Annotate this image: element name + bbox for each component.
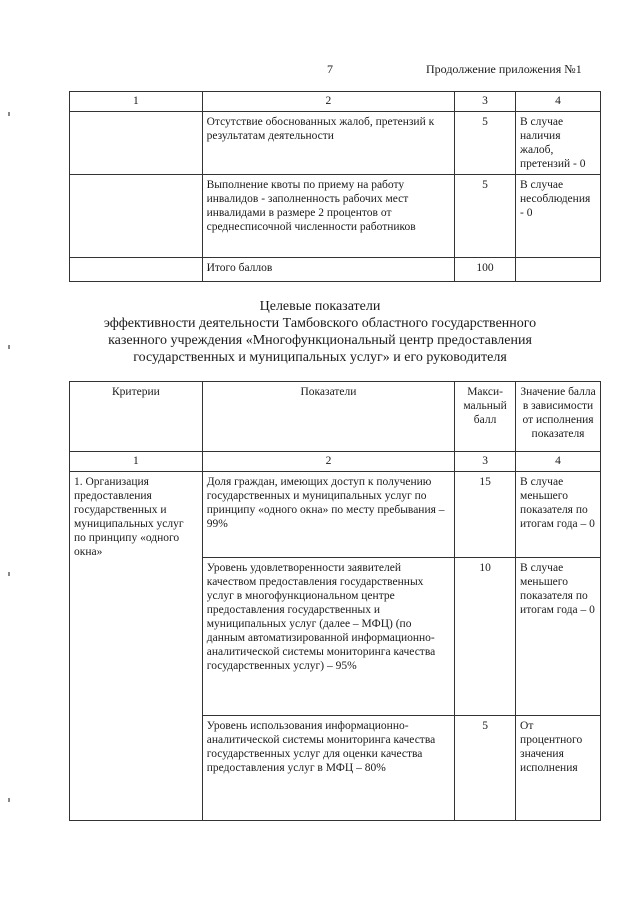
value-cell: В случае наличия жалоб, претензий - 0 [516, 112, 601, 175]
table-row-total [70, 258, 601, 282]
column-number: 4 [516, 452, 601, 472]
indicator-cell: Выполнение квоты по приему на работу инвалидов - заполненность рабочих мест инвалидами в размере 2 процентов от среднесписочной численности работников [202, 175, 454, 258]
column-number: 2 [202, 92, 454, 112]
score-cell: 5 [455, 716, 516, 821]
total-score: 100 [455, 258, 516, 282]
margin-mark [8, 572, 10, 576]
page-number: 7 [327, 62, 333, 76]
column-number: 4 [516, 92, 601, 112]
header-score-value: Значение балла в зависимости от исполнения показателя [516, 382, 601, 452]
section-title-line: эффективности деятельности Тамбовского областного государственного [103, 316, 537, 331]
header-criteria: Критерии [70, 382, 203, 452]
value-cell: В случае меньшего показателя по итогам года – 0 [516, 558, 601, 716]
header-indicators: Показатели [202, 382, 454, 452]
column-number: 1 [70, 92, 203, 112]
value-cell: В случае несоблюдения - 0 [516, 175, 601, 258]
table-row [70, 112, 601, 175]
criterion-cell [70, 258, 203, 282]
margin-mark [8, 798, 10, 802]
table-row [70, 175, 601, 258]
column-number-row [70, 452, 601, 472]
continuation-table [69, 91, 601, 282]
section-title-line: казенного учреждения «Многофункциональный центр предоставления [108, 333, 532, 348]
column-number: 3 [455, 452, 516, 472]
section-title-line: государственных и муниципальных услуг» и его руководителя [133, 350, 507, 365]
section-title-line: Целевые показатели [259, 299, 381, 314]
column-number: 3 [455, 92, 516, 112]
score-cell: 5 [455, 175, 516, 258]
score-cell: 10 [455, 558, 516, 716]
column-number-row [70, 92, 601, 112]
value-cell: От процентного значения исполнения [516, 716, 601, 821]
indicator-cell: Уровень удовлетворенности заявителей качеством предоставления государственных услуг в многофункциональном центре предоставления государственных и муниципальных услуг (далее – МФЦ) (по данным автоматизированной информационно-аналитической системы мониторинга качества государственных услуг) – 95% [202, 558, 454, 716]
indicator-cell: Доля граждан, имеющих доступ к получению государственных и муниципальных услуг по принципу «одного окна» по месту пребывания – 99% [202, 472, 454, 558]
score-cell: 5 [455, 112, 516, 175]
total-label: Итого баллов [202, 258, 454, 282]
criterion-cell [70, 175, 203, 258]
indicator-cell: Отсутствие обоснованных жалоб, претензий к результатам деятельности [202, 112, 454, 175]
appendix-continuation-note: Продолжение приложения №1 [426, 62, 582, 76]
target-indicators-table [69, 381, 601, 821]
value-cell: В случае меньшего показателя по итогам года – 0 [516, 472, 601, 558]
column-number: 2 [202, 452, 454, 472]
indicator-cell: Уровень использования информационно-аналитической системы мониторинга качества государственных услуг для оценки качества предоставления услуг в МФЦ – 80% [202, 716, 454, 821]
header-max-score: Макси-мальный балл [455, 382, 516, 452]
value-cell [516, 258, 601, 282]
criterion-cell [70, 112, 203, 175]
margin-mark [8, 112, 10, 116]
column-number: 1 [70, 452, 203, 472]
criterion-cell: 1. Организация предоставления государственных и муниципальных услуг по принципу «одного окна» [70, 472, 203, 821]
table-row [70, 472, 601, 558]
header-row [70, 382, 601, 452]
score-cell: 15 [455, 472, 516, 558]
section-title [0, 298, 640, 366]
